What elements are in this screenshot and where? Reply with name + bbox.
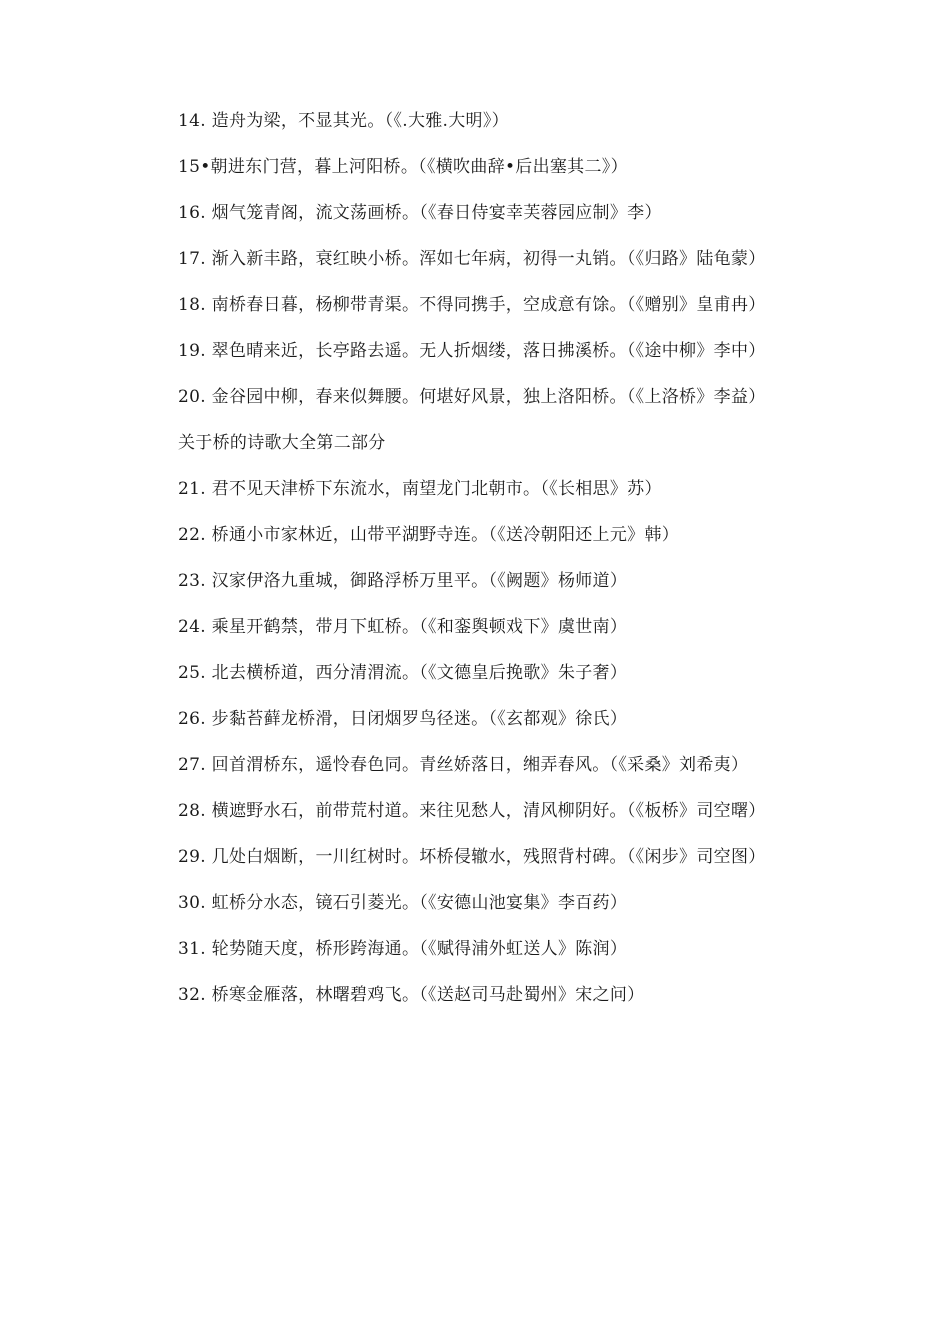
poem-line-15: 15•朝进东门营，暮上河阳桥。（《横吹曲辞•后出塞其二》）: [178, 157, 628, 177]
poem-line-18: 18. 南桥春日暮，杨柳带青渠。不得同携手，空成意有馀。（《赠别》皇甫冉）: [178, 295, 766, 315]
poem-line-32: 32. 桥寒金雁落，林曙碧鸡飞。（《送赵司马赴蜀州》宋之问）: [178, 985, 645, 1005]
poem-line-28: 28. 横遮野水石，前带荒村道。来往见愁人，清风柳阴好。（《板桥》司空曙）: [178, 801, 766, 821]
poem-line-29: 29. 几处白烟断，一川红树时。坏桥侵辙水，残照背村碑。（《闲步》司空图）: [178, 847, 766, 867]
poem-line-30: 30. 虹桥分水态，镜石引菱光。（《安德山池宴集》李百药）: [178, 893, 628, 913]
poem-line-20: 20. 金谷园中柳，春来似舞腰。何堪好风景，独上洛阳桥。（《上洛桥》李益）: [178, 387, 766, 407]
poem-line-27: 27. 回首渭桥东，遥怜春色同。青丝娇落日，缃弄春风。（《采桑》刘希夷）: [178, 755, 749, 775]
poem-line-25: 25. 北去横桥道，西分清渭流。（《文德皇后挽歌》朱子奢）: [178, 663, 628, 683]
document-body: [140, 109, 810, 1029]
poem-line-24: 24. 乘星开鹤禁，带月下虹桥。（《和銮舆顿戏下》虞世南）: [178, 617, 628, 637]
poem-line-23: 23. 汉家伊洛九重城，御路浮桥万里平。（《阙题》杨师道）: [178, 571, 628, 591]
poem-line-14: 14. 造舟为梁，不显其光。（《.大雅.大明》）: [178, 111, 509, 131]
poem-line-17: 17. 渐入新丰路，衰红映小桥。浑如七年病，初得一丸销。（《归路》陆龟蒙）: [178, 249, 766, 269]
section-heading: 关于桥的诗歌大全第二部分: [178, 433, 386, 453]
poem-line-31: 31. 轮势随天度，桥形跨海通。（《赋得浦外虹送人》陈润）: [178, 939, 628, 959]
poem-line-19: 19. 翠色晴来近，长亭路去遥。无人折烟缕，落日拂溪桥。（《途中柳》李中）: [178, 341, 766, 361]
poem-line-22: 22. 桥通小市家林近，山带平湖野寺连。（《送冷朝阳还上元》韩）: [178, 525, 680, 545]
poem-line-16: 16. 烟气笼青阁，流文荡画桥。（《春日侍宴幸芙蓉园应制》李）: [178, 203, 662, 223]
poem-line-26: 26. 步黏苔藓龙桥滑，日闭烟罗鸟径迷。（《玄都观》徐氏）: [178, 709, 628, 729]
poem-line-21: 21. 君不见天津桥下东流水，南望龙门北朝市。（《长相思》苏）: [178, 479, 662, 499]
